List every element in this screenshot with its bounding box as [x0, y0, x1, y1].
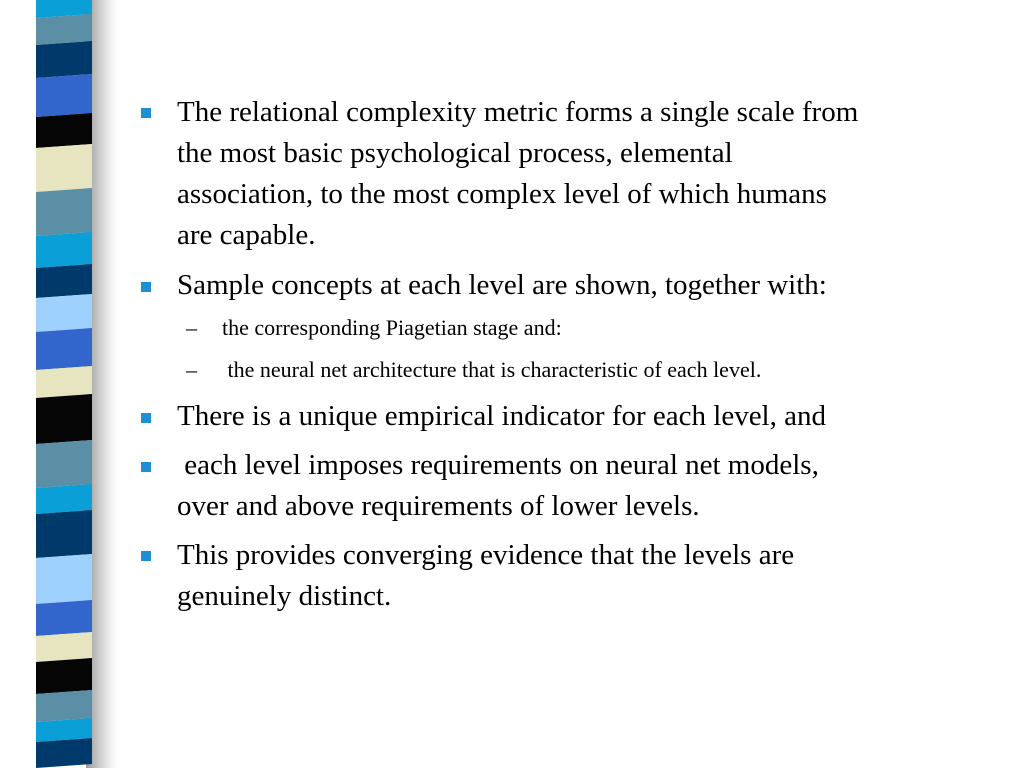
sub-bullet-text: the neural net architecture that is characteristic of each level.	[222, 357, 762, 382]
bullet-text-line: Sample concepts at each level are shown, together with:	[177, 269, 827, 301]
bullet-text-line: the most basic psychological process, elemental	[177, 137, 733, 169]
sub-bullet-dash: –	[186, 315, 197, 340]
sub-bullet-text: the corresponding Piagetian stage and:	[222, 315, 562, 340]
bullet-marker	[141, 413, 151, 423]
bullet-text-line: There is a unique empirical indicator for each level, and	[177, 400, 826, 432]
sub-bullet-dash: –	[186, 357, 197, 382]
bullet-marker	[141, 108, 151, 118]
bullet-text-line: association, to the most complex level of which humans	[177, 178, 827, 210]
bullet-text-line: over and above requirements of lower levels.	[177, 490, 700, 522]
bullet-text-line: This provides converging evidence that the levels are	[177, 539, 795, 571]
bullet-text-line: each level imposes requirements on neural net models,	[177, 449, 819, 481]
bullet-text-line: The relational complexity metric forms a single scale from	[177, 96, 859, 128]
bullet-marker	[141, 282, 151, 292]
bullet-text-line: genuinely distinct.	[177, 580, 392, 612]
bullet-marker	[141, 462, 151, 472]
bullet-marker	[141, 551, 151, 561]
bullet-text-line: are capable.	[177, 219, 316, 251]
